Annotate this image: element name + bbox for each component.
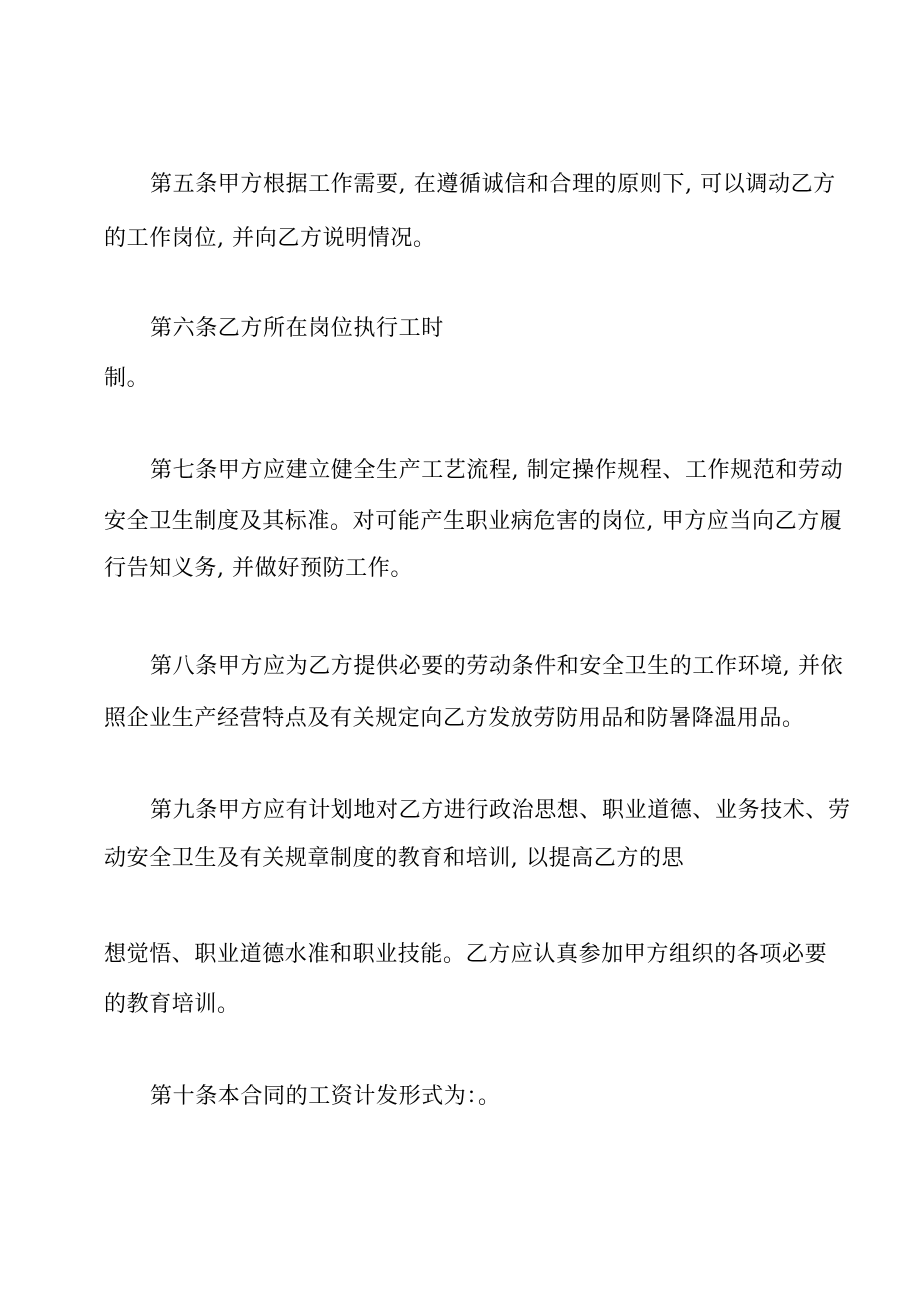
article-6-line-2: 制。 <box>104 366 150 391</box>
article-5-line-2: 的工作岗位, 并向乙方说明情况。 <box>104 226 436 251</box>
article-5-line-1: 第五条甲方根据工作需要, 在遵循诚信和合理的原则下, 可以调动乙方 <box>150 172 836 197</box>
article-9-line-1: 第九条甲方应有计划地对乙方进行政治思想、职业道德、业务技术、劳 <box>150 798 851 823</box>
article-7-line-3: 行告知义务, 并做好预防工作。 <box>104 556 413 581</box>
article-6-line-1: 第六条乙方所在岗位执行工时 <box>150 316 444 341</box>
article-8-line-1: 第八条甲方应为乙方提供必要的劳动条件和安全卫生的工作环境, 并依 <box>150 654 844 679</box>
article-8-line-2: 照企业生产经营特点及有关规定向乙方发放劳防用品和防暑降温用品。 <box>104 706 805 731</box>
article-9-line-3: 想觉悟、职业道德水准和职业技能。乙方应认真参加甲方组织的各项必要 <box>104 942 828 967</box>
article-9-line-4: 的教育培训。 <box>104 992 240 1017</box>
article-9-line-2: 动安全卫生及有关规章制度的教育和培训, 以提高乙方的思 <box>104 846 685 871</box>
article-10-line-1: 第十条本合同的工资计发形式为：。 <box>150 1084 501 1109</box>
article-7-line-2: 安全卫生制度及其标准。对可能产生职业病危害的岗位, 甲方应当向乙方履 <box>104 509 843 534</box>
article-7-line-1: 第七条甲方应建立健全生产工艺流程, 制定操作规程、工作规范和劳动 <box>150 458 844 483</box>
